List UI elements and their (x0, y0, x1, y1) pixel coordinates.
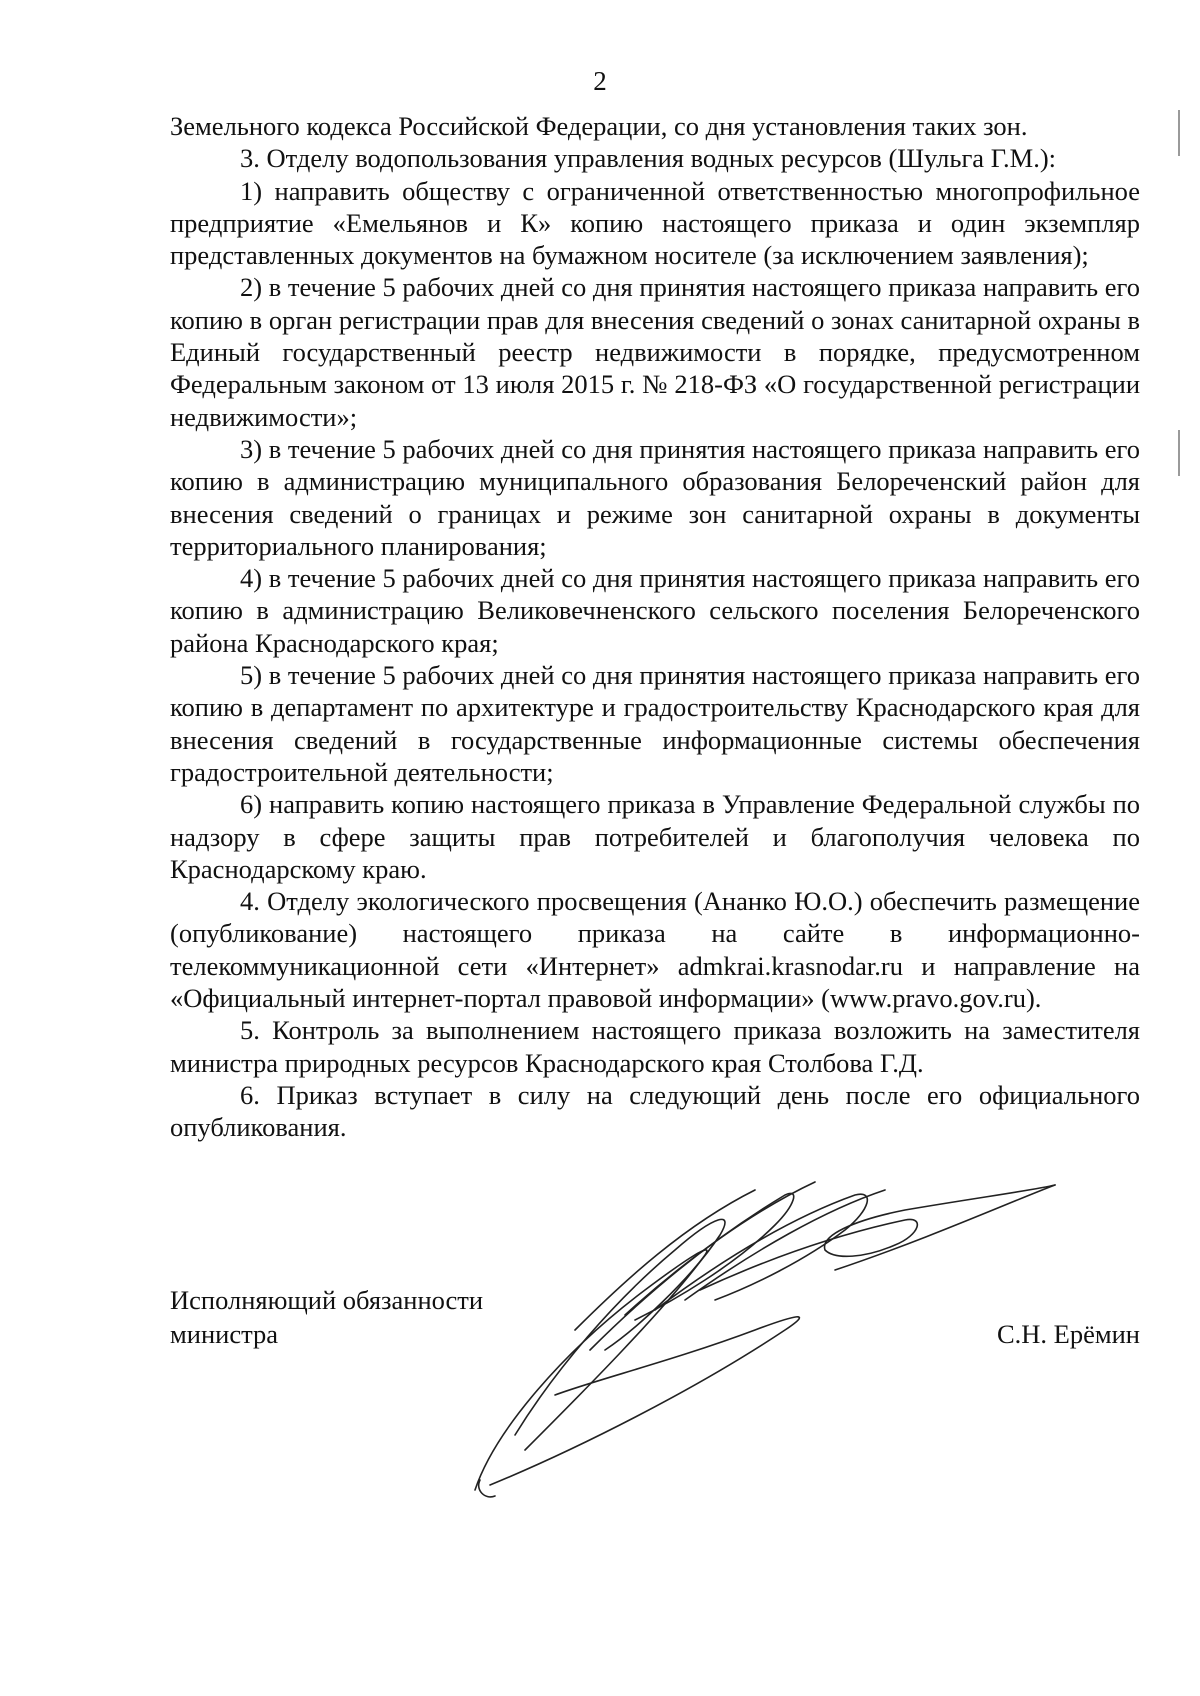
signatory-title (170, 1283, 483, 1351)
signatory-title-line-1: Исполняющий обязанности (170, 1285, 484, 1315)
margin-mark (1178, 430, 1180, 476)
margin-mark (1178, 110, 1180, 156)
paragraph-item-4: 4. Отделу экологического просвещения (Ананко Ю.О.) обеспечить размещение (опубликование) настоящего приказа на сайте в информационно-телекоммуникационной сети «Интернет» admkrai.krasnodar.ru и направление на «Официальный интернет-портал правовой информации» (www.pravo.gov.ru). (170, 886, 1140, 1014)
paragraph-item-6: 6. Приказ вступает в силу на следующий день после его официального опубликования. (170, 1079, 1140, 1143)
paragraph-subitem-6: 6) направить копию настоящего приказа в Управление Федеральной службы по надзору в сфере защиты прав потребителей и благополучия человека по Краснодарскому краю. (170, 789, 1140, 884)
page-number: 2 (593, 66, 607, 96)
signatory-title-line-2: министра (170, 1319, 278, 1349)
signatory-name: С.Н. Ерёмин (996, 1319, 1140, 1349)
paragraph-subitem-4: 4) в течение 5 рабочих дней со дня принятия настоящего приказа направить его копию в администрацию Великовечненского сельского поселения Белореченского района Краснодарского края; (170, 563, 1140, 658)
paragraph-subitem-3: 3) в течение 5 рабочих дней со дня принятия настоящего приказа направить его копию в администрацию муниципального образования Белореченский район для внесения сведений о границах и режиме зон санитарной охраны в документы территориального планирования; (170, 433, 1140, 561)
paragraph-subitem-1: 1) направить обществу с ограниченной ответственностью многопрофильное предприятие «Емельянов и К» копию настоящего приказа и один экземпляр представленных документов на бумажном носителе (за исключением заявления); (170, 175, 1140, 271)
paragraph-continuation: Земельного кодекса Российской Федерации, со дня установления таких зон. (170, 111, 1028, 141)
paragraph-item-3: 3. Отделу водопользования управления водных ресурсов (Шульга Г.М.): (240, 143, 1057, 174)
document-body (170, 110, 1140, 1144)
paragraph-subitem-2: 2) в течение 5 рабочих дней со дня принятия настоящего приказа направить его копию в орган регистрации прав для внесения сведений о зонах санитарной охраны в Единый государственный реестр недвижимости в порядке, предусмотренном Федеральным законом от 13 июля 2015 г. № 218-ФЗ «О государственной регистрации недвижимости»; (170, 272, 1140, 432)
paragraph-item-5: 5. Контроль за выполнением настоящего приказа возложить на заместителя министра природных ресурсов Краснодарского края Столбова Г.Д. (170, 1015, 1140, 1078)
paragraph-subitem-5: 5) в течение 5 рабочих дней со дня принятия настоящего приказа направить его копию в департамент по архитектуре и градостроительству Краснодарского края для внесения сведений в государственные информационные системы обеспечения градостроительной деятельности; (170, 660, 1140, 787)
